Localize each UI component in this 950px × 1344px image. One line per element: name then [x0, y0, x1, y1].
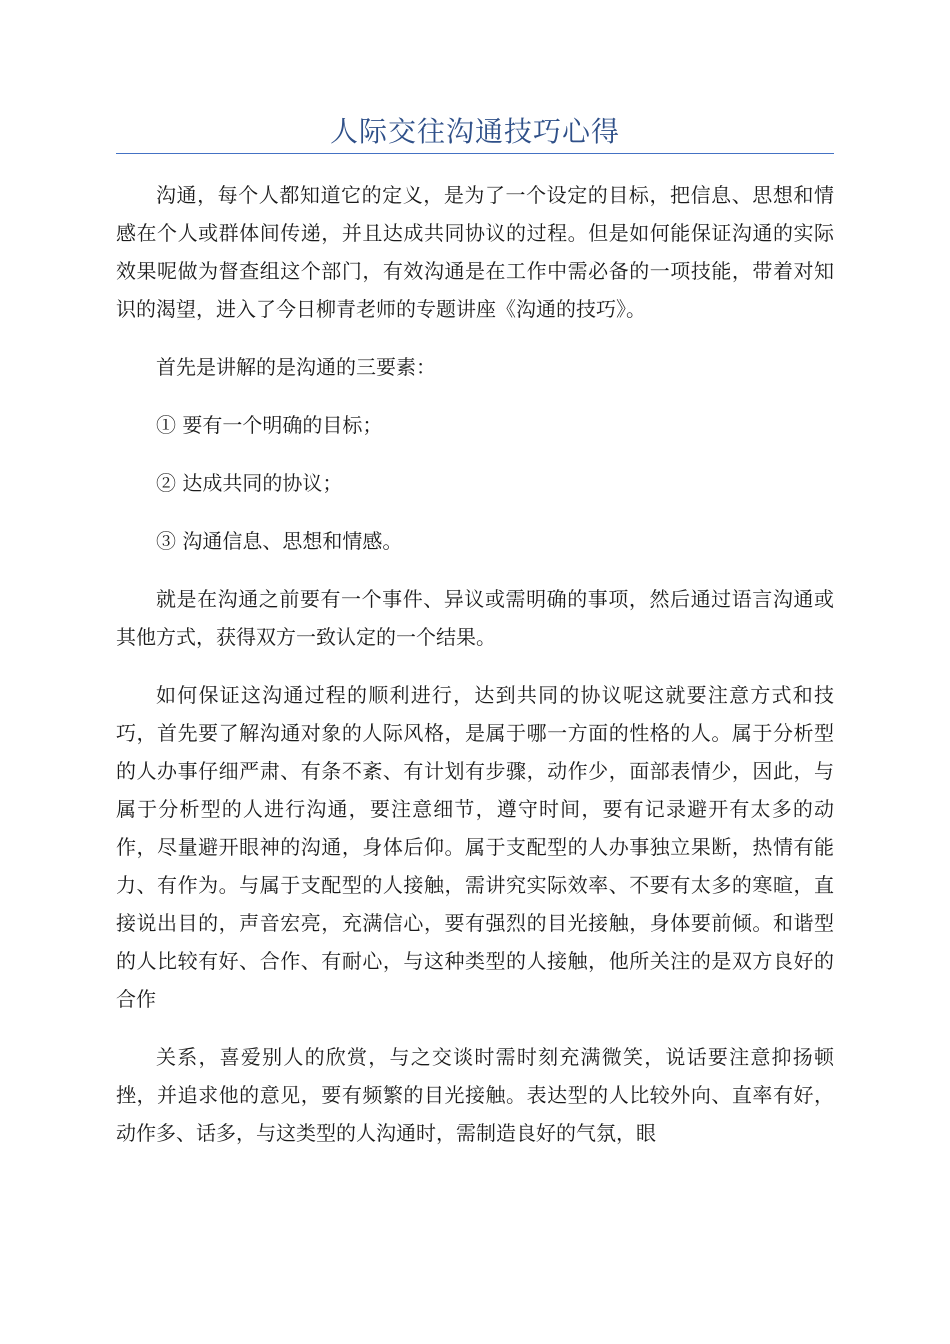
paragraph-continuation: 关系，喜爱别人的欣赏，与之交谈时需时刻充满微笑，说话要注意抑扬顿挫，并追求他的意见，要有频繁的目光接触。表达型的人比较外向、直率有好，动作多、话多，与这类型的人沟通时，需制造良好的气氛，眼 [116, 1045, 834, 1145]
list-item-element-3: ③ 沟通信息、思想和情感。 [156, 529, 403, 553]
list-item-element-1: ① 要有一个明确的目标； [156, 413, 383, 437]
list-item-element-2: ② 达成共同的协议； [156, 471, 343, 495]
document-body [116, 176, 834, 1172]
document-title: 人际交往沟通技巧心得 [329, 115, 620, 148]
title-underline [116, 153, 834, 154]
paragraph-explanation: 就是在沟通之前要有一个事件、异议或需明确的事项，然后通过语言沟通或其他方式，获得双方一致认定的一个结果。 [116, 587, 834, 649]
paragraph-three-elements-heading: 首先是讲解的是沟通的三要素： [156, 355, 436, 379]
paragraph-intro: 沟通，每个人都知道它的定义，是为了一个设定的目标，把信息、思想和情感在个人或群体间传递，并且达成共同协议的过程。但是如何能保证沟通的实际效果呢做为督查组这个部门，有效沟通是在工作中需必备的一项技能，带着对知识的渴望，进入了今日柳青老师的专题讲座《沟通的技巧》。 [116, 183, 834, 321]
paragraph-personality-styles: 如何保证这沟通过程的顺利进行，达到共同的协议呢这就要注意方式和技巧，首先要了解沟通对象的人际风格，是属于哪一方面的性格的人。属于分析型的人办事仔细严肃、有条不紊、有计划有步骤，动作少，面部表情少，因此，与属于分析型的人进行沟通，要注意细节，遵守时间，要有记录避开有太多的动作，尽量避开眼神的沟通，身体后仰。属于支配型的人办事独立果断，热情有能力、有作为。与属于支配型的人接触，需讲究实际效率、不要有太多的寒暄，直接说出目的，声音宏亮，充满信心，要有强烈的目光接触，身体要前倾。和谐型的人比较有好、合作、有耐心，与这种类型的人接触，他所关注的是双方良好的合作 [116, 683, 834, 1011]
